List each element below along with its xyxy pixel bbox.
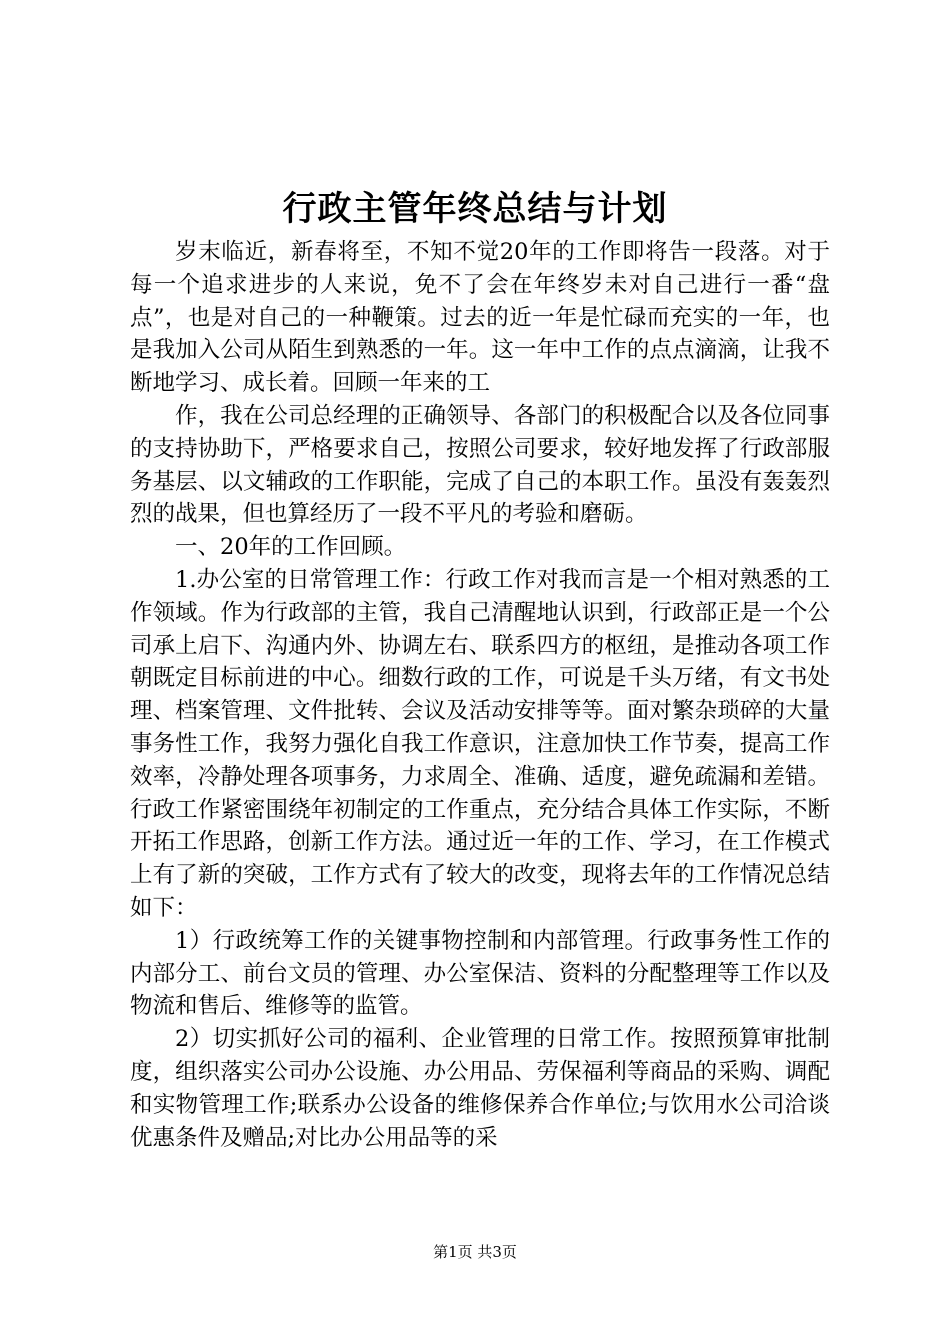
paragraph-intro: 岁末临近，新春将至，不知不觉20年的工作即将告一段落。对于每一个追求进步的人来说，免不了会在年终岁未对自己进行一番“盘点”，也是对自己的一种鞭策。过去的近一年是忙碌而充实的一年，也是我加入公司从陌生到熟悉的一年。这一年中工作的点点滴滴，让我不断地学习、成长着。回顾一年来的工 xyxy=(130,239,830,397)
paragraph-office-management: 1.办公室的日常管理工作：行政工作对我而言是一个相对熟悉的工作领域。作为行政部的主管，我自己清醒地认识到，行政部正是一个公司承上启下、沟通内外、协调左右、联系四方的枢纽，是推动各项工作朝既定目标前进的中心。细数行政的工作，可说是千头万绪，有文书处理、档案管理、文件批转、会议及活动安排等等。面对繁杂琐碎的大量事务性工作，我努力强化自我工作意识，注意加快工作节奏，提高工作效率，冷静处理各项事务，力求周全、准确、适度，避免疏漏和差错。行政工作紧密围绕年初制定的工作重点，充分结合具体工作实际，不断开拓工作思路，创新工作方法。通过近一年的工作、学习，在工作模式上有了新的突破，工作方式有了较大的改变，现将去年的工作情况总结如下： xyxy=(130,566,830,921)
paragraph-work-summary: 作，我在公司总经理的正确领导、各部门的积极配合以及各位同事的支持协助下，严格要求自己，按照公司要求，较好地发挥了行政部服务基层、以文辅政的工作职能，完成了自己的本职工作。虽没有轰轰烈烈的战果，但也算经历了一段不平凡的考验和磨砺。 xyxy=(130,402,830,528)
document-body xyxy=(130,236,830,1154)
paragraph-item-1: 1）行政统筹工作的关键事物控制和内部管理。行政事务性工作的内部分工、前台文员的管理、办公室保洁、资料的分配整理等工作以及物流和售后、维修等的监管。 xyxy=(130,927,830,1020)
section-heading-review: 一、20年的工作回顾。 xyxy=(175,534,407,561)
page-footer: 第1页 共3页 xyxy=(433,1243,517,1261)
paragraph-item-2: 2）切实抓好公司的福利、企业管理的日常工作。按照预算审批制度，组织落实公司办公设施、办公用品、劳保福利等商品的采购、调配和实物管理工作;联系办公设备的维修保养合作单位;与饮用水公司洽谈优惠条件及赠品;对比办公用品等的采 xyxy=(130,1026,830,1151)
document-title: 行政主管年终总结与计划 xyxy=(282,189,668,229)
